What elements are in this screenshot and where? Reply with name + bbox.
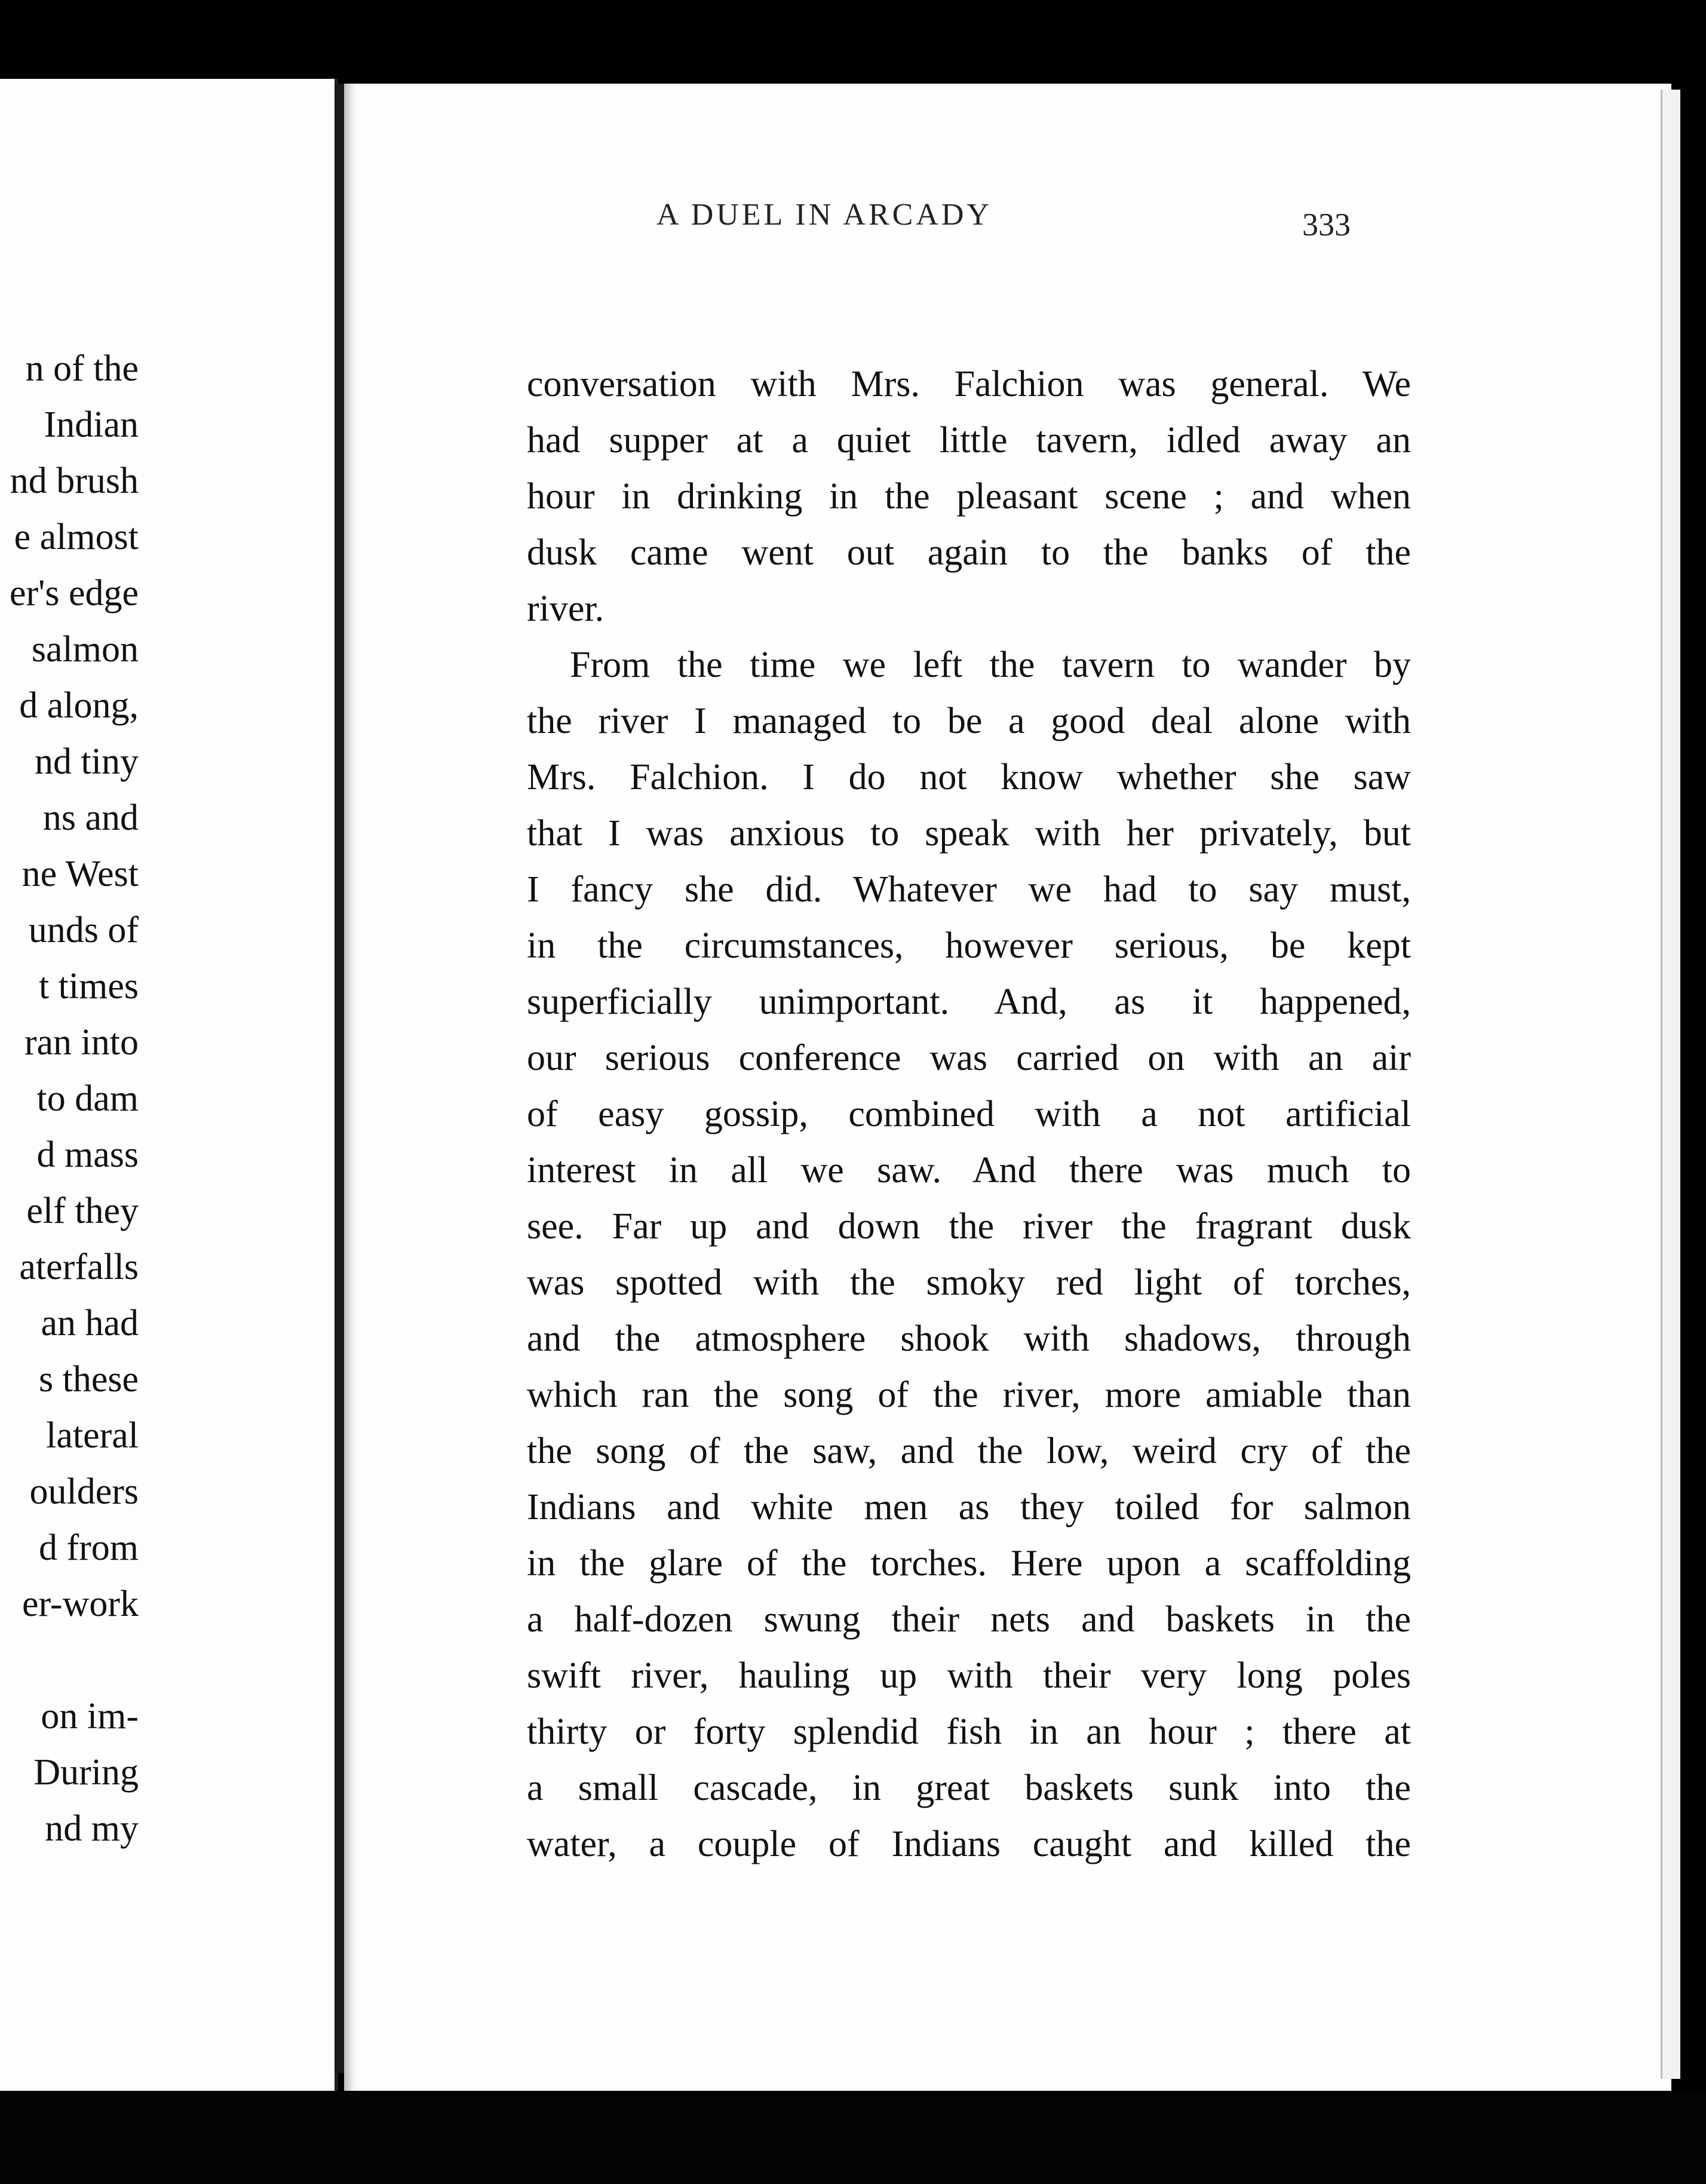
text-line: of easy gossip, combined with a not artificial [527, 1094, 1411, 1134]
text-line: which ran the song of the river, more amiable than [527, 1375, 1411, 1415]
left-page-text [0, 341, 139, 1857]
left-page-line: nd tiny [35, 741, 139, 782]
text-line: the song of the saw, and the low, weird cry of the [527, 1431, 1411, 1471]
running-head: A DUEL IN ARCADY [656, 198, 992, 232]
left-page-line: ran into [24, 1022, 139, 1063]
left-page-line: on im- [41, 1696, 139, 1737]
left-page-line: an had [41, 1303, 139, 1343]
left-page-line: to dam [36, 1078, 139, 1119]
text-line: the river I managed to be a good deal alone with [527, 701, 1411, 741]
left-page-line: elf they [26, 1191, 139, 1231]
text-line: interest in all we saw. And there was much to [527, 1150, 1411, 1191]
scanner-bed-edge [0, 2091, 1706, 2184]
text-line: water, a couple of Indians caught and killed the [527, 1824, 1411, 1864]
page-number: 333 [1302, 207, 1351, 243]
text-line: in the glare of the torches. Here upon a scaffolding [527, 1543, 1411, 1584]
left-page-line: er-work [22, 1584, 139, 1624]
text-line: see. Far up and down the river the fragrant dusk [527, 1206, 1411, 1247]
left-page-line: t times [38, 966, 139, 1007]
left-page [0, 79, 338, 2101]
left-page-line: oulders [29, 1471, 139, 1512]
text-line: I fancy she did. Whatever we had to say must, [527, 869, 1411, 910]
text-line: hour in drinking in the pleasant scene ; and when [527, 476, 1411, 517]
left-page-line: d mass [36, 1134, 139, 1175]
text-line: Indians and white men as they toiled for salmon [527, 1487, 1411, 1527]
left-page-line: d from [38, 1527, 139, 1568]
left-page-line: aterfalls [19, 1247, 139, 1287]
text-line: that I was anxious to speak with her privately, but [527, 813, 1411, 854]
text-line: conversation with Mrs. Falchion was general. We [527, 364, 1411, 404]
left-page-line: ns and [42, 797, 139, 838]
text-line: a half-dozen swung their nets and baskets in the [527, 1599, 1411, 1640]
page-edge [1661, 90, 1680, 2079]
left-page-line: Indian [44, 404, 139, 445]
left-page-line [0, 1632, 139, 1688]
text-line: swift river, hauling up with their very long poles [527, 1655, 1411, 1696]
left-page-line: During [33, 1752, 139, 1793]
left-page-line: d along, [19, 685, 139, 726]
left-page-line: n of the [25, 348, 139, 389]
text-line: From the time we left the tavern to wander by [570, 645, 1411, 685]
left-page-line: ne West [22, 854, 139, 894]
left-page-line: e almost [14, 517, 139, 557]
text-line: a small cascade, in great baskets sunk into the [527, 1768, 1411, 1808]
text-line: superficially unimportant. And, as it happened, [527, 981, 1411, 1022]
text-line: our serious conference was carried on with an air [527, 1038, 1411, 1078]
text-line: had supper at a quiet little tavern, idled away an [527, 420, 1411, 461]
text-line: river. [527, 588, 605, 629]
left-page-line: lateral [46, 1415, 139, 1456]
text-line: dusk came went out again to the banks of the [527, 532, 1411, 573]
text-line: and the atmosphere shook with shadows, through [527, 1318, 1411, 1359]
left-page-line: er's edge [9, 573, 139, 614]
text-line: Mrs. Falchion. I do not know whether she saw [527, 757, 1411, 797]
left-page-line: salmon [31, 629, 139, 670]
left-page-line: unds of [28, 910, 139, 950]
text-line: was spotted with the smoky red light of torches, [527, 1262, 1411, 1303]
left-page-line: nd my [45, 1808, 139, 1849]
body-text [527, 356, 1411, 1872]
left-page-line: nd brush [10, 461, 139, 501]
left-page-line: s these [38, 1359, 139, 1400]
text-line: in the circumstances, however serious, be kept [527, 925, 1411, 966]
text-line: thirty or forty splendid fish in an hour ; there at [527, 1711, 1411, 1752]
